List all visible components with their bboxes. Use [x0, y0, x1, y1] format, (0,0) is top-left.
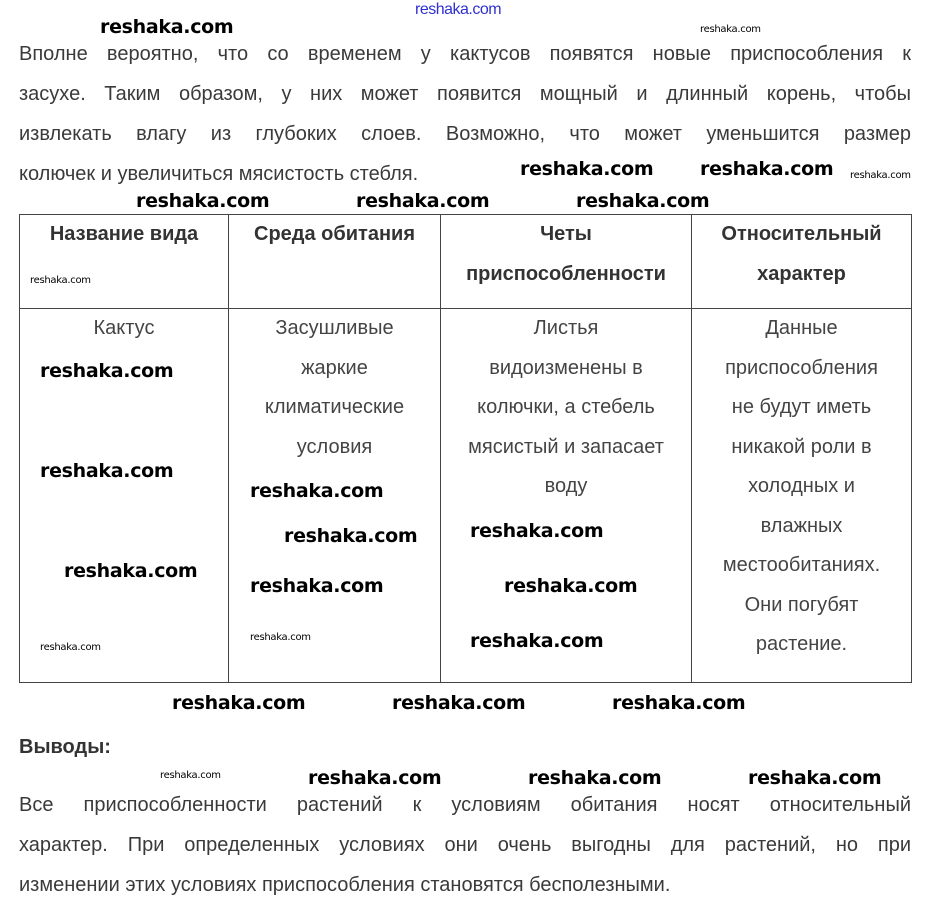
watermark: reshaka.com [700, 158, 834, 180]
watermark: reshaka.com [504, 575, 638, 597]
watermark: reshaka.com [64, 560, 198, 582]
watermark: reshaka.com [576, 190, 710, 212]
header-species: Название вида [20, 215, 229, 309]
text-line: Все приспособленности растений к условиям обитания носят относительный [19, 794, 911, 816]
watermark: reshaka.com [40, 360, 174, 382]
conclusions-paragraph [19, 785, 911, 905]
watermark-small: reshaka.com [250, 632, 311, 643]
watermark: reshaka.com [250, 480, 384, 502]
adaptations-table [19, 214, 912, 683]
watermark: reshaka.com [392, 692, 526, 714]
watermark: reshaka.com [356, 190, 490, 212]
cell-adaptations: Листья видоизменены в колючки, а стебель мясистый и запасает воду [441, 309, 692, 683]
text-line: изменении этих условиях приспособления становятся бесполезными. [19, 874, 671, 896]
watermark-small: reshaka.com [30, 275, 91, 286]
watermark: reshaka.com [172, 692, 306, 714]
cell-species: Кактус [20, 309, 229, 683]
watermark: reshaka.com [748, 767, 882, 789]
watermark: reshaka.com [284, 525, 418, 547]
site-header-link[interactable]: reshaka.com [415, 1, 502, 18]
text-line: Вполне вероятно, что со временем у кактусов появятся новые приспособления к [19, 43, 911, 65]
header-habitat: Среда обитания [229, 215, 441, 309]
table-header-row [20, 215, 912, 309]
watermark: reshaka.com [308, 767, 442, 789]
cell-habitat: Засушливые жаркие климатические условия [229, 309, 441, 683]
watermark: reshaka.com [250, 575, 384, 597]
watermark: reshaka.com [528, 767, 662, 789]
cell-relative-nature: Данные приспособления не будут иметь никакой роли в холодных и влажных местообитаниях. Они погубят растение. [692, 309, 912, 683]
text-line: засухе. Таким образом, у них может появится мощный и длинный корень, чтобы [19, 83, 911, 105]
watermark-small: reshaka.com [850, 170, 911, 181]
text-line: характер. При определенных условиях они очень выгодны для растений, но при [19, 834, 911, 856]
text-line: колючек и увеличиться мясистость стебля. [19, 163, 419, 185]
watermark: reshaka.com [40, 460, 174, 482]
watermark: reshaka.com [470, 520, 604, 542]
watermark-small: reshaka.com [160, 770, 221, 781]
header-relative-nature: Относительный характер [692, 215, 912, 309]
header-adaptations: Четы приспособленности [441, 215, 692, 309]
conclusions-heading: Выводы: [19, 736, 111, 758]
watermark: reshaka.com [100, 16, 234, 38]
watermark: reshaka.com [612, 692, 746, 714]
watermark: reshaka.com [470, 630, 604, 652]
watermark-small: reshaka.com [700, 24, 761, 35]
text-line: извлекать влагу из глубоких слоев. Возможно, что может уменьшится размер [19, 123, 911, 145]
watermark: reshaka.com [520, 158, 654, 180]
watermark: reshaka.com [136, 190, 270, 212]
watermark-small: reshaka.com [40, 642, 101, 653]
